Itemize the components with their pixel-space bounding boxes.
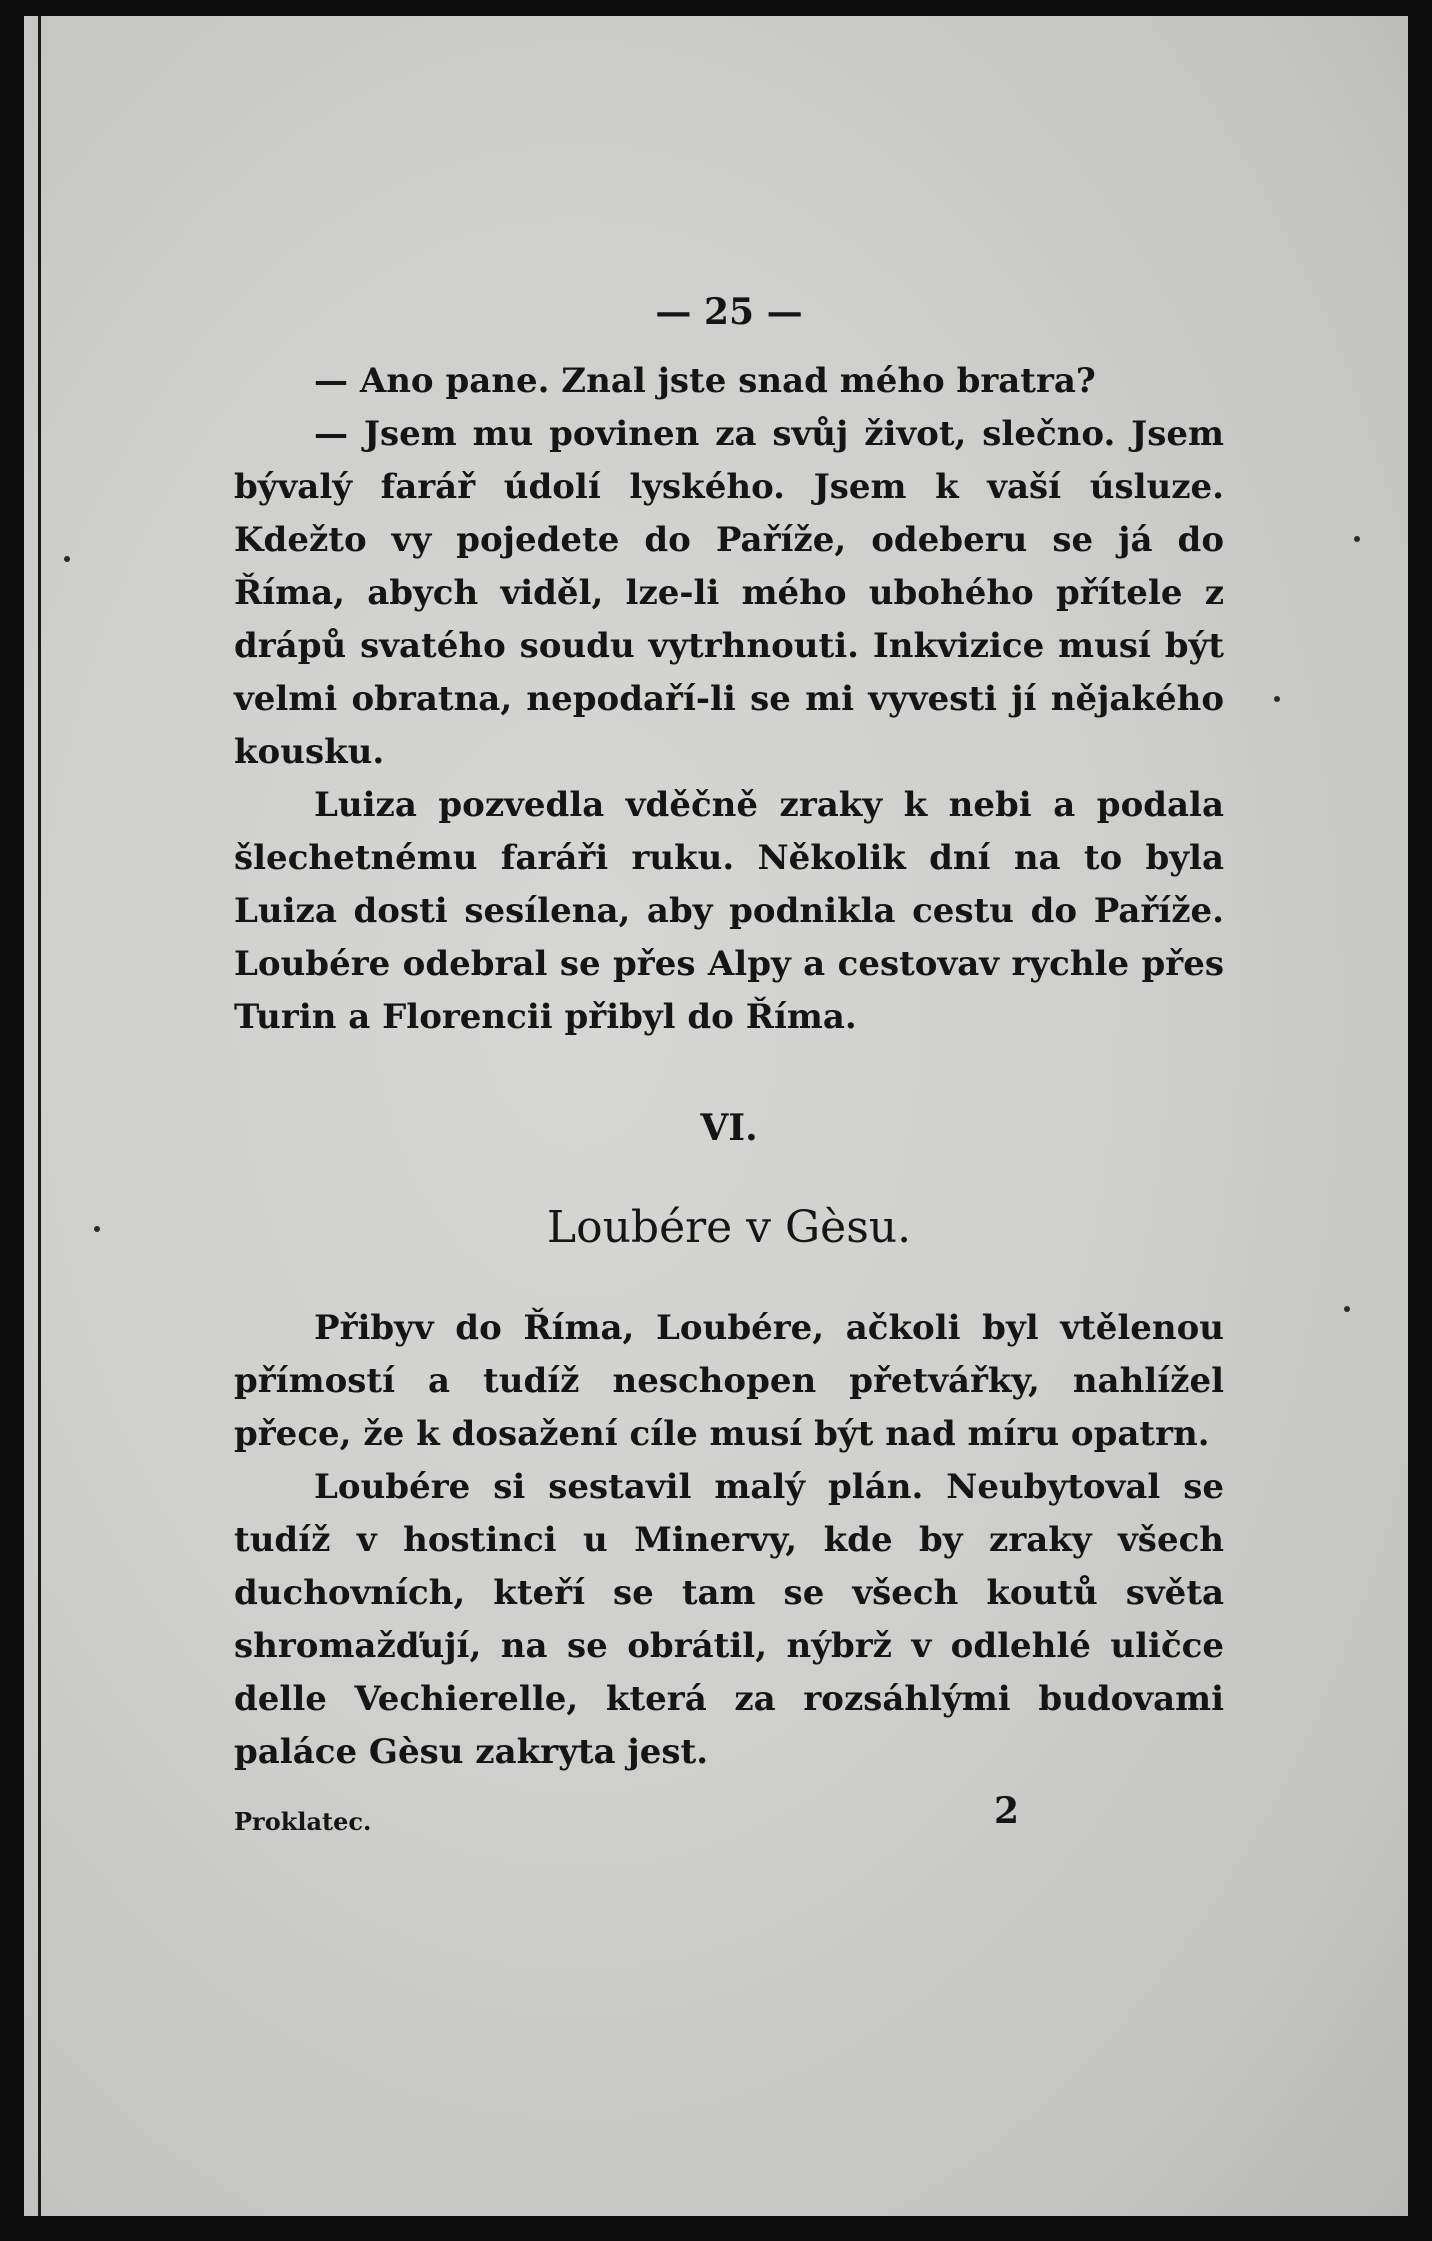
paper-speck	[1274, 696, 1280, 702]
sheet-number: 2	[994, 1790, 1020, 1832]
paragraph: Luiza pozvedla vděčně zraky k nebi a podala šlechetnému faráři ruku. Několik dní na to byla Luiza dosti sesílena, aby podnikla cestu do Paříže. Loubére odebral se přes Alpy a cestovav rychle přes Turin a Florencii přibyl do Říma.	[234, 785, 1224, 1037]
running-head: — 25 —	[655, 291, 803, 333]
signature-mark: Proklatec.	[234, 1807, 372, 1836]
paper-speck	[1354, 536, 1360, 542]
paragraph: — Ano pane. Znal jste snad mého bratra?	[314, 361, 1096, 401]
paragraph: — Jsem mu povinen za svůj život, slečno. Jsem bývalý farář údolí lyského. Jsem k vaší úsluze. Kdežto vy pojedete do Paříže, odeberu se já do Říma, abych viděl, lze-li mého ubohého přítele z drápů svatého soudu vytrhnouti. Inkvizice musí být velmi obratna, nepodaří-li se mi vyvesti jí nějakého kousku.	[234, 414, 1224, 772]
paragraph: Loubére si sestavil malý plán. Neubytoval se tudíž v hostinci u Minervy, kde by zraky všech duchovních, kteří se tam se všech koutů světa shromažďují, na se obrátil, nýbrž v odlehlé uličce delle Vechierelle, která za rozsáhlými budovami paláce Gèsu zakryta jest.	[234, 1467, 1224, 1772]
chapter-number: VI.	[700, 1107, 758, 1149]
page-text	[234, 286, 1224, 1835]
paragraph: Přibyv do Říma, Loubére, ačkoli byl vtělenou přímostí a tudíž neschopen přetvářky, nahlížel přece, že k dosažení cíle musí být nad míru opatrn.	[234, 1308, 1224, 1454]
page-footer	[234, 1785, 1224, 1835]
chapter-title: Loubére v Gèsu.	[546, 1202, 912, 1253]
book-page	[24, 16, 1408, 2216]
paper-speck	[1344, 1306, 1350, 1312]
paper-speck	[94, 1226, 100, 1232]
binding-edge	[38, 16, 41, 2216]
paper-speck	[64, 556, 70, 562]
